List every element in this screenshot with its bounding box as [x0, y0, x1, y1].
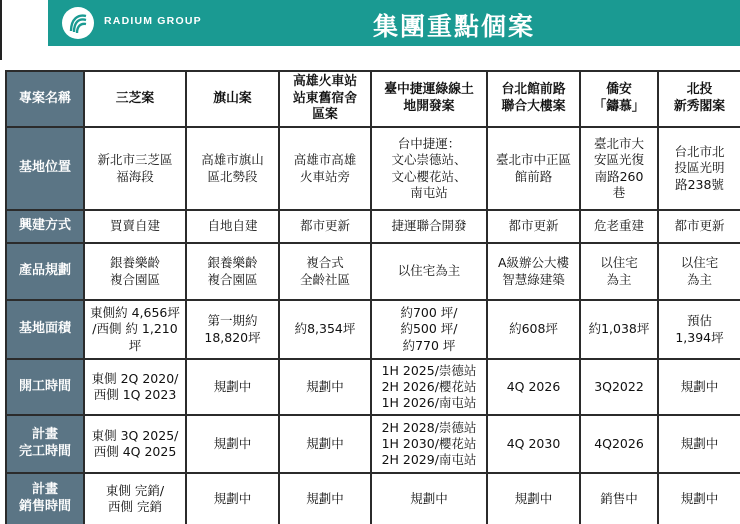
- row-label: 計畫 完工時間: [6, 415, 84, 473]
- table-cell: 規劃中: [487, 473, 580, 524]
- key-projects-table: [5, 70, 740, 524]
- row-label: 興建方式: [6, 210, 84, 243]
- table-cell: 規劃中: [186, 473, 279, 524]
- table-cell: 捷運聯合開發: [371, 210, 487, 243]
- table-cell: A級辦公大樓 智慧綠建築: [487, 243, 580, 300]
- column-header: 高雄火車站 站東舊宿舍 區案: [279, 71, 371, 127]
- table-row: [6, 415, 740, 473]
- table-cell: 約608坪: [487, 300, 580, 359]
- table-cell: 都市更新: [658, 210, 740, 243]
- table-cell: 以住宅為主: [371, 243, 487, 300]
- table-cell: 高雄市高雄 火車站旁: [279, 127, 371, 210]
- table-cell: 自地自建: [186, 210, 279, 243]
- table-cell: 新北市三芝區 福海段: [84, 127, 186, 210]
- table-cell: 都市更新: [487, 210, 580, 243]
- table-row: [6, 300, 740, 359]
- table-cell: 複合式 全齡社區: [279, 243, 371, 300]
- title-banner: [48, 0, 740, 46]
- table-cell: 約700 坪/ 約500 坪/ 約770 坪: [371, 300, 487, 359]
- table-cell: 1H 2025/崇德站 2H 2026/櫻花站 1H 2026/南屯站: [371, 359, 487, 415]
- table-cell: 約1,038坪: [580, 300, 658, 359]
- table-cell: 東側 2Q 2020/ 西側 1Q 2023: [84, 359, 186, 415]
- table-cell: 規劃中: [279, 473, 371, 524]
- table-cell: 規劃中: [658, 473, 740, 524]
- table-cell: 以住宅 為主: [658, 243, 740, 300]
- row-label: 計畫 銷售時間: [6, 473, 84, 524]
- table-cell: 2H 2028/崇德站 1H 2030/櫻花站 2H 2029/南屯站: [371, 415, 487, 473]
- column-header: 三芝案: [84, 71, 186, 127]
- table-cell: 銀養樂齡 複合園區: [84, 243, 186, 300]
- table-cell: 高雄市旗山 區北勢段: [186, 127, 279, 210]
- table-row: [6, 127, 740, 210]
- table-row: [6, 210, 740, 243]
- table-row: [6, 243, 740, 300]
- table-cell: 銷售中: [580, 473, 658, 524]
- left-border-line: [0, 0, 2, 60]
- page-title: 集團重點個案: [372, 12, 535, 41]
- table-cell: 臺北市中正區 館前路: [487, 127, 580, 210]
- table-cell: 第一期約 18,820坪: [186, 300, 279, 359]
- table-cell: 臺北市大 安區光復 南路260 巷: [580, 127, 658, 210]
- table-cell: 4Q 2030: [487, 415, 580, 473]
- column-header: 僑安 「鑄慕」: [580, 71, 658, 127]
- table-cell: 台北市北 投區光明 路238號: [658, 127, 740, 210]
- table-row: [6, 473, 740, 524]
- table-cell: 台中捷運： 文心崇德站、 文心櫻花站、 南屯站: [371, 127, 487, 210]
- table-cell: 以住宅 為主: [580, 243, 658, 300]
- table-cell: 約8,354坪: [279, 300, 371, 359]
- table-cell: 規劃中: [658, 359, 740, 415]
- table-cell: 銀養樂齡 複合園區: [186, 243, 279, 300]
- table-cell: 規劃中: [186, 415, 279, 473]
- table-cell: 規劃中: [371, 473, 487, 524]
- column-header: 臺中捷運綠線土 地開發案: [371, 71, 487, 127]
- table-row: [6, 359, 740, 415]
- table-cell: 買賣自建: [84, 210, 186, 243]
- table-cell: 3Q2022: [580, 359, 658, 415]
- table-cell: 4Q2026: [580, 415, 658, 473]
- column-header: 台北館前路 聯合大樓案: [487, 71, 580, 127]
- row-label: 開工時間: [6, 359, 84, 415]
- table-cell: 規劃中: [279, 359, 371, 415]
- table-cell: 規劃中: [279, 415, 371, 473]
- column-header: 專案名稱: [6, 71, 84, 127]
- table-cell: 4Q 2026: [487, 359, 580, 415]
- company-name: RADIUM GROUP: [104, 15, 202, 27]
- table-cell: 規劃中: [186, 359, 279, 415]
- table-header-row: [6, 71, 740, 127]
- column-header: 北投 新秀閣案: [658, 71, 740, 127]
- column-header: 旗山案: [186, 71, 279, 127]
- table-cell: 東側 3Q 2025/ 西側 4Q 2025: [84, 415, 186, 473]
- row-label: 基地位置: [6, 127, 84, 210]
- table-cell: 東側約 4,656坪 /西側 約 1,210 坪: [84, 300, 186, 359]
- row-label: 基地面積: [6, 300, 84, 359]
- table-cell: 預估 1,394坪: [658, 300, 740, 359]
- table-cell: 東側 完銷/ 西側 完銷: [84, 473, 186, 524]
- row-label: 產品規劃: [6, 243, 84, 300]
- table-cell: 都市更新: [279, 210, 371, 243]
- table-cell: 危老重建: [580, 210, 658, 243]
- table-cell: 規劃中: [658, 415, 740, 473]
